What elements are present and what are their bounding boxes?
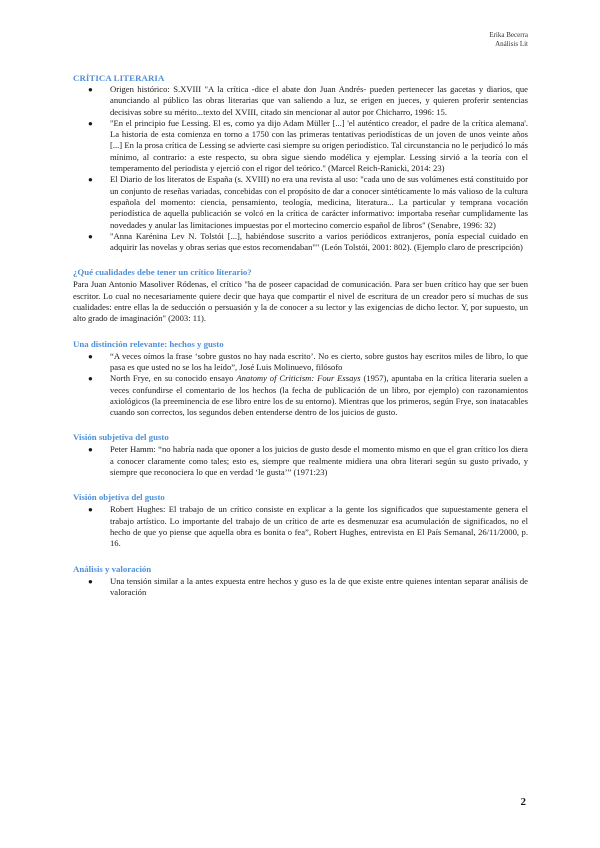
bullet-icon: ● bbox=[88, 85, 93, 94]
bullet-list-analisis bbox=[73, 576, 528, 599]
section-title-analisis-valoracion: Análisis y valoración bbox=[73, 563, 152, 574]
page-number: 2 bbox=[520, 796, 526, 808]
bullet-list-subjetiva bbox=[73, 444, 528, 478]
list-item bbox=[73, 373, 528, 418]
section-title-cualidades: ¿Qué cualidades debe tener un crítico literario? bbox=[73, 267, 252, 278]
list-item: ● El Diario de los literatos de España (s. XVIII) no era una revista al uso: "cada uno de sus volúmenes está constituido por un conjunto de reseñas variadas, concebidas con el propósito de dar a conocer sintéticamente lo más valioso de la cultura española del momento: ciencia, pensamiento, teología, medicina, literatura... La particular y temprana vocación periodística de aquella publicación se volcó en la crítica de carácter informativo: importaba reseñar cumplidamente las novedades y anular las limitaciones impuestas por el mortecino comercio español de libros" (Senabre, 1996: 32) bbox=[88, 174, 528, 230]
header-author: Erika Becerra bbox=[489, 31, 528, 39]
bullet-icon: ● bbox=[88, 231, 93, 241]
list-item: ● “A veces oímos la frase ‘sobre gustos no hay nada escrito’. No es cierto, sobre gustos hay escritos miles de libro, lo que pasa es que usted no se los ha leído”, José Luis Molinuevo, filósofo bbox=[88, 350, 528, 372]
bullet-icon: ● bbox=[88, 175, 93, 185]
bullet-icon: ● bbox=[88, 351, 93, 361]
bullet-icon: ● bbox=[88, 505, 93, 515]
section-title-critica-literaria: CRÍTICA LITERARIA bbox=[73, 73, 165, 83]
bullet-icon: ● bbox=[88, 374, 93, 384]
bullet-list-objetiva bbox=[73, 504, 528, 549]
bullet-list-hechos bbox=[73, 351, 528, 419]
bullet-icon: ● bbox=[88, 118, 93, 128]
frye-item-text: North Frye, en su conocido ensayo Anatomy of Criticism: Four Essays (1957), apuntaba en la crítica literaria suelen a veces confundirse el comentario de los hechos (la fecha de publicación de un libro, por ejemplo) con razonamientos axiológicos (la preeminencia de ese libro entre los de su entorno). Mientras que los primeros, según Frye, son inatacables cuando son correctos, los segundos deben entenderse dentro de los juicios de gusto. bbox=[110, 373, 528, 418]
bullet-icon: ● bbox=[88, 576, 93, 586]
list-item: ● "Anna Karénina Lev N. Tolstói [...], habiéndose suscrito a varios periódicos extranjeros, ponía especial cuidado en adquirir las novelas y obras serias que estos recomendaban"" (León Tolstói, 2001: 802). (Ejemplo claro de prescripción) bbox=[88, 230, 528, 253]
section-title-vision-subjetiva: Visión subjetiva del gusto bbox=[73, 432, 169, 443]
page-header bbox=[489, 31, 528, 49]
bullet-icon: ● bbox=[88, 445, 93, 455]
header-course: Análisis Lit bbox=[495, 40, 528, 48]
paragraph-cualidades: Para Juan Antonio Masoliver Ródenas, el crítico "ha de poseer capacidad de comunicación. Para ser buen crítico hay que ser buen escritor. Lo cual no necesariamente quiere decir que haya que compartir el nivel de escritura de un creador pero sí muchas de sus cualidades: entre ellas la de seducción o persuasión y la de conocer a su lector y las exigencias de dicho lector. Y, por supuesto, un alto grado de imaginación" (2003: 11). bbox=[73, 279, 528, 324]
bullet-list-critica bbox=[73, 84, 528, 253]
list-item: ● Peter Hamm: “no habría nada que oponer a los juicios de gusto desde el momento mismo en que el gran crítico los diera a conocer claramente como tales; esto es, siempre que realmente midiera una obra literari según su gusto privado, y siempre que reconociera lo que en verdad ‘le gusta’” (1971:23) bbox=[88, 444, 528, 478]
page-content bbox=[73, 72, 528, 598]
book-title: Anatomy of Criticism: Four Essays bbox=[236, 373, 361, 384]
list-item: ● Una tensión similar a la antes expuesta entre hechos y guso es la de que existe entre quienes intentan separar análisis de valoración bbox=[88, 575, 528, 597]
list-item: ● Robert Hughes: El trabajo de un crítico consiste en explicar a la gente los significados que supuestamente genera el trabajo artístico. Lo importante del trabajo de un crítico de arte es desmenuzar esa acumulación de significados, no el hecho de que yo piense que aquella obra es bonita o fea”, Robert Hughes, entrevista en El País Semanal, 26/11/2000, p. 16. bbox=[88, 504, 528, 549]
section-title-vision-objetiva: Visión objetiva del gusto bbox=[73, 492, 165, 503]
section-title-hechos-gusto: Una distinción relevante: hechos y gusto bbox=[73, 338, 224, 349]
list-item: ● Origen histórico: S.XVIII "A la crítica -dice el abate don Juan Andrés- pueden pertenecer las gacetas y diarios, que anunciando al público las obras literarias que van saliendo a luz, se erigen en jueces, y quieren proferir sentencias decisivas sobre su mérito...texto del XVIII, citado sin mencionar al autor por Chicharro, 1996: 15. bbox=[88, 84, 528, 117]
list-item: ● "En el principio fue Lessing. El es, como ya dijo Adam Müller [...] 'el auténtico creador, el padre de la crítica alemana'. La historia de esta comienza en torno a 1750 con las primeras tentativas periodísticas de un joven de unos veinte años [...] En la prosa crítica de Lessing se advierte casi siempre su origen periodístico. Tal circunstancia no le perjudicó lo más mínimo, al contrario: a este respecto, su obra sigue siendo modélica y ejemplar. Lessing sirvió a la teoría con el temperamento del periodista y ejerció con el rigor del teórico." (Marcel Reich-Ranicki, 2014: 23) bbox=[88, 117, 528, 174]
